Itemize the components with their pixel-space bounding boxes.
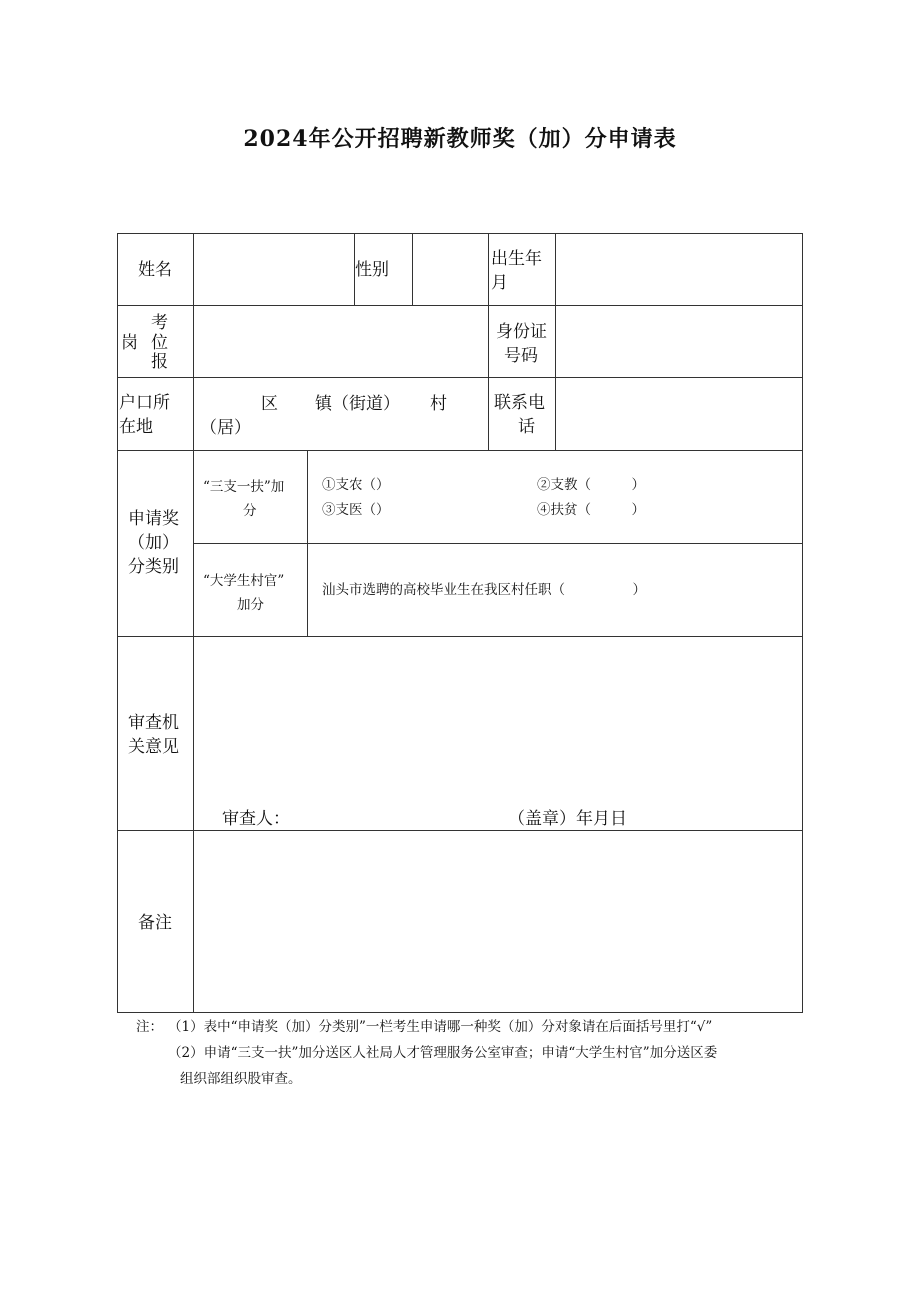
sanzhi-label: “三支一扶”加 分	[203, 479, 285, 519]
row-divider	[118, 305, 802, 306]
cunguan-label: “大学生村官” 加分	[203, 573, 285, 613]
birth-label: 出生年 月	[491, 249, 542, 293]
column-divider	[412, 234, 413, 305]
seal-date-label: （盖章）年月日	[508, 809, 627, 829]
gender-label: 性别	[355, 260, 389, 280]
notes-prefix: 注：	[136, 1019, 163, 1035]
gender-field[interactable]	[414, 235, 487, 304]
name-label: 姓名	[138, 260, 172, 280]
review-label: 审查机 关意见	[128, 713, 179, 757]
hukou-ju-label: （居）	[200, 418, 251, 438]
remarks-field[interactable]	[195, 832, 801, 1010]
post-label-bao: 报	[151, 352, 168, 372]
remarks-label: 备注	[138, 913, 172, 933]
note-line-3: 组织部组织股审查。	[180, 1071, 302, 1087]
cunguan-option[interactable]: 汕头市选聘的高校毕业生在我区村任职（ ）	[322, 582, 646, 598]
column-divider	[555, 234, 556, 450]
option-zhijiao[interactable]: ②支教（ ）	[537, 477, 645, 493]
name-field[interactable]	[195, 235, 353, 304]
phone-label: 联系电 话	[494, 393, 545, 437]
note-line-2: （2）申请“三支一扶”加分送区人社局人才管理服务公室审查；申请“大学生村官”加分送区委	[168, 1045, 718, 1061]
id-label: 身份证 号码	[496, 322, 547, 366]
row-divider	[118, 377, 802, 378]
row-divider	[118, 830, 802, 831]
birth-field[interactable]	[557, 235, 801, 304]
row-divider	[118, 636, 802, 637]
hukou-cun-label: 村	[430, 394, 447, 414]
option-zhiyi[interactable]: ③支医（）	[322, 502, 390, 518]
reviewer-label: 审查人：	[222, 809, 290, 829]
phone-field[interactable]	[557, 379, 801, 449]
post-label-kao: 考	[151, 313, 168, 333]
column-divider	[488, 234, 489, 450]
option-fupin[interactable]: ④扶贫（ ）	[537, 502, 645, 518]
column-divider	[307, 450, 308, 636]
category-label: 申请奖 （加） 分类别	[128, 509, 179, 577]
page-title: 2024年公开招聘新教师奖（加）分申请表	[243, 126, 677, 152]
note-line-1: （1）表中“申请奖（加）分类别”一栏考生申请哪一种奖（加）分对象请在后面括号里打“√”	[168, 1019, 713, 1035]
hukou-zhen-label: 镇（街道）	[315, 394, 400, 414]
subrow-divider	[194, 543, 802, 544]
hukou-label: 户口所 在地	[119, 393, 170, 437]
post-label-wei: 位	[151, 333, 168, 353]
column-divider	[193, 234, 194, 1012]
review-opinion-field[interactable]	[195, 638, 801, 798]
id-number-field[interactable]	[557, 307, 801, 376]
post-field[interactable]	[195, 307, 487, 376]
application-form	[117, 233, 803, 1013]
post-label-gang: 岗	[121, 333, 138, 353]
hukou-qu-label: 区	[261, 394, 278, 414]
option-zhinong[interactable]: ①支农（）	[322, 477, 390, 493]
row-divider	[118, 450, 802, 451]
